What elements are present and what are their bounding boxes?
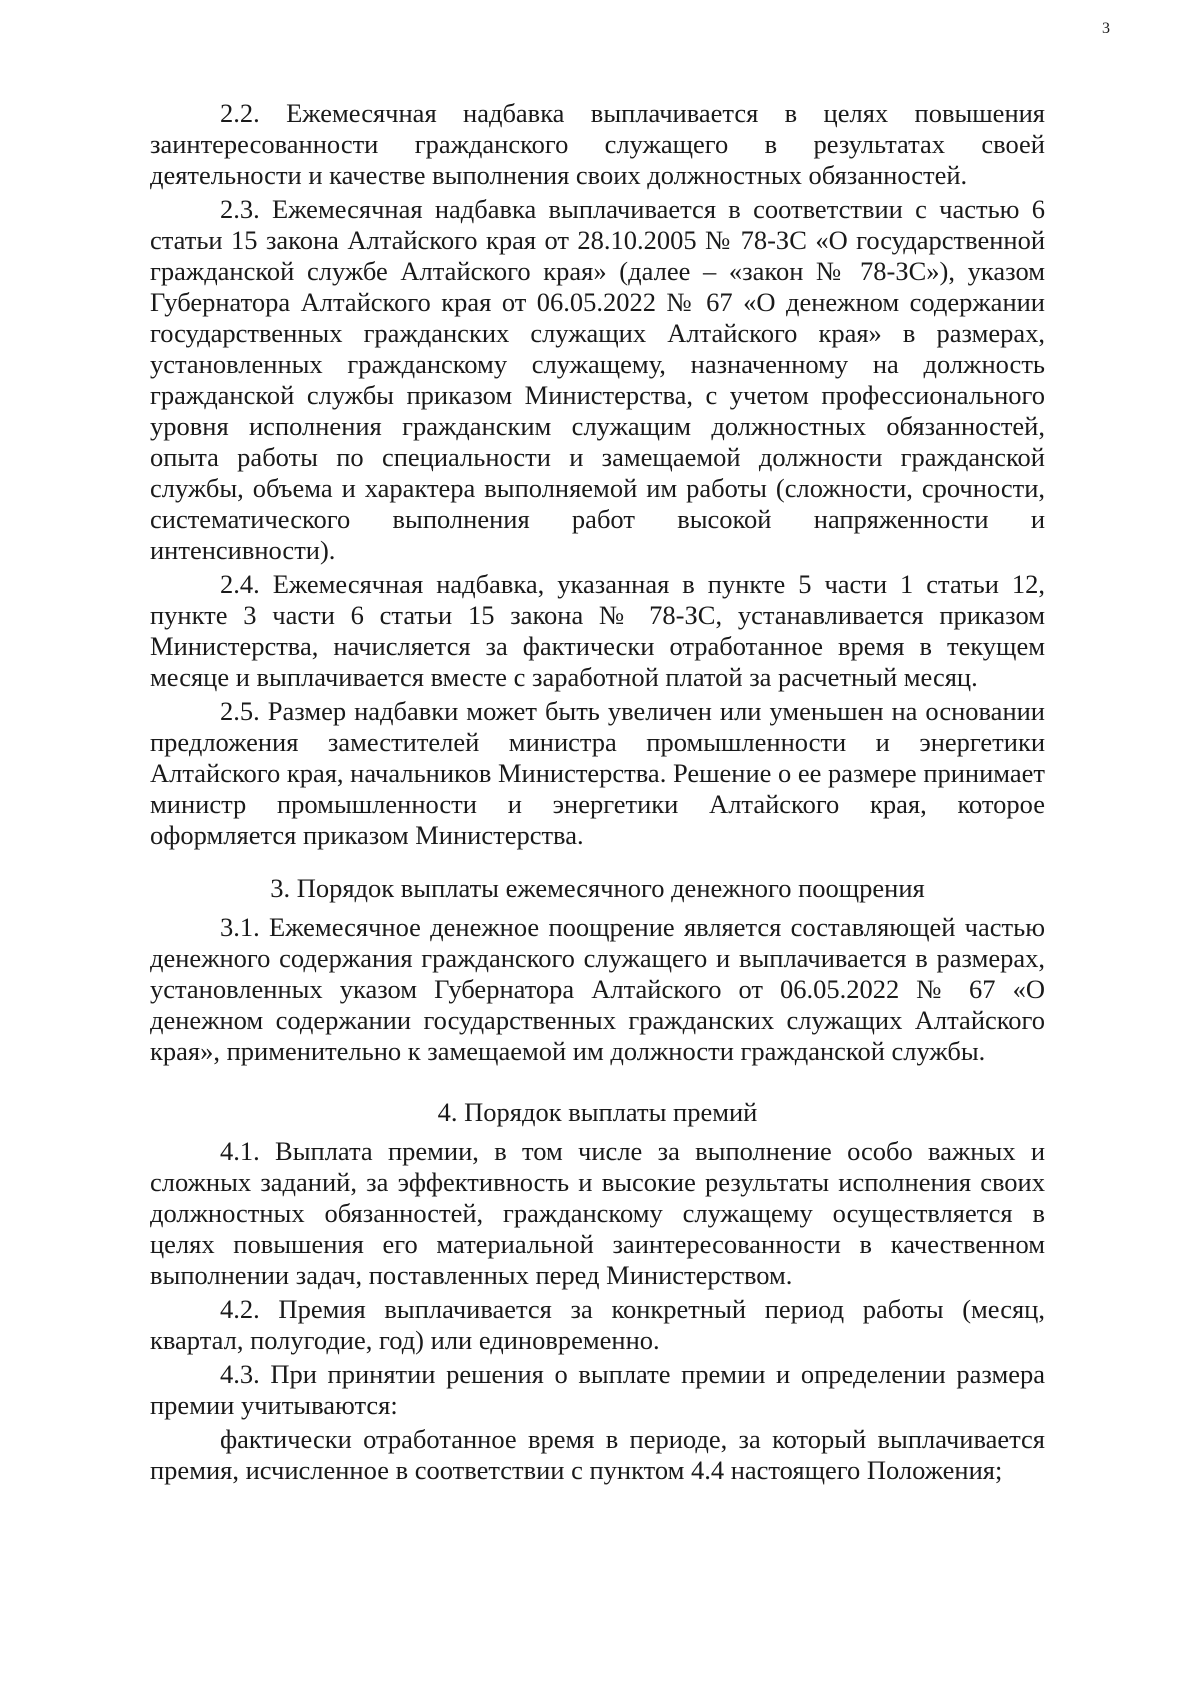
section-4-heading: 4. Порядок выплаты премий bbox=[437, 1097, 758, 1127]
paragraph-4-1: 4.1. Выплата премии, в том числе за выполнение особо важных и сложных заданий, за эффективность и высокие результаты исполнения своих должностных обязанностей, гражданскому служащему осуществляется в целях повышения его материальной заинтересованности в качественном выполнении задач, поставленных перед Министерством. bbox=[150, 1136, 1045, 1290]
document-body bbox=[150, 98, 1045, 1489]
paragraph-4-3: 4.3. При принятии решения о выплате премии и определении размера премии учитываются: bbox=[150, 1359, 1045, 1420]
paragraph-2-4: 2.4. Ежемесячная надбавка, указанная в пункте 5 части 1 статьи 12, пункте 3 части 6 статьи 15 закона № 78-ЗС, устанавливается приказом Министерства, начисляется за фактически отработанное время в текущем месяце и выплачивается вместе с заработной платой за расчетный месяц. bbox=[150, 569, 1045, 692]
paragraph-3-1: 3.1. Ежемесячное денежное поощрение является составляющей частью денежного содержания гражданского служащего и выплачивается в размерах, установленных указом Губернатора Алтайского от 06.05.2022 № 67 «О денежном содержании государственных гражданских служащих Алтайского края», применительно к замещаемой им должности гражданской службы. bbox=[150, 912, 1045, 1066]
paragraph-2-5: 2.5. Размер надбавки может быть увеличен или уменьшен на основании предложения заместителей министра промышленности и энергетики Алтайского края, начальников Министерства. Решение о ее размере принимает министр промышленности и энергетики Алтайского края, которое оформляется приказом Министерства. bbox=[150, 696, 1045, 850]
section-3-heading: 3. Порядок выплаты ежемесячного денежного поощрения bbox=[270, 873, 925, 903]
paragraph-4-3-item: фактически отработанное время в периоде, за который выплачивается премия, исчисленное в соответствии с пунктом 4.4 настоящего Положения; bbox=[150, 1424, 1045, 1485]
paragraph-2-3: 2.3. Ежемесячная надбавка выплачивается в соответствии с частью 6 статьи 15 закона Алтайского края от 28.10.2005 № 78-ЗС «О государственной гражданской службе Алтайского края» (далее – «закон № 78-ЗС»), указом Губернатора Алтайского края от 06.05.2022 № 67 «О денежном содержании государственных гражданских служащих Алтайского края» в размерах, установленных гражданскому служащему, назначенному на должность гражданской службы приказом Министерства, с учетом профессионального уровня исполнения гражданским служащим должностных обязанностей, опыта работы по специальности и замещаемой должности гражданской службы, объема и характера выполняемой им работы (сложности, срочности, систематического выполнения работ высокой напряженности и интенсивности). bbox=[150, 194, 1045, 565]
paragraph-4-2: 4.2. Премия выплачивается за конкретный период работы (месяц, квартал, полугодие, год) или единовременно. bbox=[150, 1294, 1045, 1355]
paragraph-2-2: 2.2. Ежемесячная надбавка выплачивается в целях повышения заинтересованности гражданского служащего в результатах своей деятельности и качестве выполнения своих должностных обязанностей. bbox=[150, 98, 1045, 190]
page-number: 3 bbox=[1102, 20, 1110, 37]
